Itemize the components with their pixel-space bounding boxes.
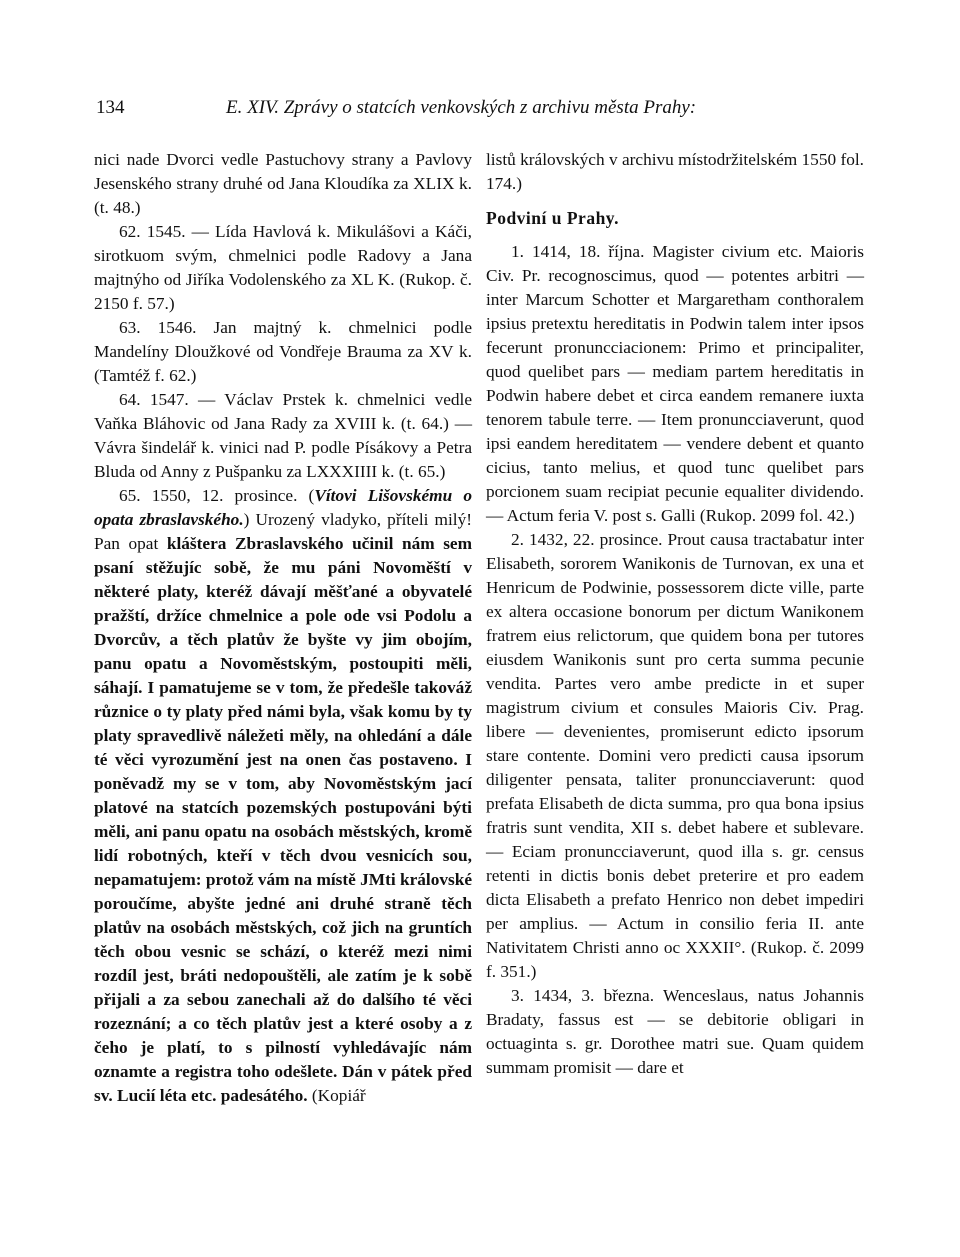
left-paragraph-2: 62. 1545. — Lída Havlová k. Mikulášovi a Káči, sirotkuom svým, chmelnici podle Radovy a Jana majtnýho od Jiříka Vodolenského za XL K. (Rukop. č. 2150 f. 57.) (94, 222, 472, 313)
entry-lead: 65. 1550, 12. prosince. ( (119, 486, 315, 505)
left-paragraph-3: 63. 1546. Jan majtný k. chmelnici podle Mandelíny Dloužkové od Vondřeje Brauma za XV k. (Tamtéž f. 62.) (94, 318, 472, 385)
entry-salutation: ) Urozený vladyko, příteli milý! Pan opat (94, 510, 472, 553)
left-paragraph-5 (94, 484, 472, 1108)
section-heading: Podviní u Prahy. (486, 208, 619, 228)
left-paragraph-1: nici nade Dvorci vedle Pastuchovy strany a Pavlovy Jesenského strany druhé od Jana Kloudíka za XLIX k. (t. 48.) (94, 150, 472, 217)
page-number: 134 (96, 97, 125, 118)
right-column (486, 148, 864, 1080)
right-paragraph-1: 1. 1414, 18. října. Magister civium etc. Maioris Civ. Pr. recognoscimus, quod — potentes arbitri — inter Marcum Schotter et Margaretham conthoralem ipsius pretextu hereditatis in Podwin talem inter ipsos fecerunt pronuncciacionem: Primo et principaliter, quod quelibet pars — mediam partem hereditatis in Podwin habere debet et circa eandem remanere iuxta tenorem tabule terre. — Item pronuncciaverunt, quod ipsi eandem hereditatem — vendere debent et quanto cicius, tanto melius, et quod tunc quelibet pars porcionem suam recipiat pecunie equaliter dividendo. — Actum feria V. post s. Galli (Rukop. 2099 fol. 42.) (486, 242, 864, 525)
source-note-start: (Kopiář (307, 1086, 366, 1105)
right-paragraph-2: 2. 1432, 22. prosince. Prout causa tractabatur inter Elisabeth, sororem Wanikonis de Turnovan, ex una et Henricum de Podwinie, possessorem dicte ville, parte ex altera occasione bonorum per dictum Wanikonem fratrem eius relictorum, que quidem bona per tutores eiusdem Wanikonis sunt pro certa summa pecunie vendita. Partes vero ambe predicte in et super magistrum civium et consules Maioris Civ. Prag. libere — devenientes, promiserunt edicto ipsorum stare contente. Domini vero predicti causa ipsorum diligenter pensata, taliter pronuncciaverunt: quod prefata Elisabeth de dicta summa, pro qua bona ipsius fratris sunt vendita, XII s. debet habere et sublevare. — Eciam pronuncciaverunt, quod illa s. gr. census retenti in dictis bonis debet preterire et pro eadem dicta Elisabeth a prefato Henrico non debet impediri per amplius. — Actum in consilio feria II. ante Nativitatem Christi anno oc XXXII°. (Rukop. č. 2099 f. 351.) (486, 530, 864, 981)
left-column (94, 148, 472, 1108)
running-title: E. XIV. Zprávy o statcích venkovských z archivu města Prahy: (226, 97, 697, 118)
letter-text: kláštera Zbraslavského učinil nám sem psaní stěžujíc sobě, že mu páni Novoměští v některé platy, kteréž dávají měšťané a obyvatelé pražští, držíce chmelnice a pole ode vsi Podolu a Dvorcův, a těch platův že byšte vy jim obojím, panu opatu a Novoměstským, postoupiti měli, sáhají. I pamatujeme se v tom, že předešle takováž různice o ty platy před námi byla, však komu by ty platy spravedlivě náležeti měly, na ohledání a dále té věci vyrozumění jest na onen čas postaveno. I poněvadž my se v tom, aby Novoměstským jací platové na statcích pozemských postupováni býti měli, ani panu opatu na osobách městských, kromě lidí robotných, kteří v těch dvou vesnicích sou, nepamatujem: protož vám na místě JMti královské poroučíme, abyšte jedné ani druhé straně těch platův na osobách městských, což jich na gruntích těch obou vesnic se schází, o kteréž mezi nimi rozdíl jest, bráti nedopouštěli, ale zatím je k sobě přijali a za sebou zanechali až do dalšího té věci rozeznání; a co těch platův jest a které osoby a z čeho je platí, to s pilností vyhledávajíc nám oznamte a registra toho odešlete. Dán v pátek před sv. Lucií léta etc. padesátého. (94, 534, 472, 1105)
right-paragraph-0: listů královských v archivu místodržitelském 1550 fol. 174.) (486, 150, 864, 193)
left-paragraph-4: 64. 1547. — Václav Prstek k. chmelnici vedle Vaňka Bláhovic od Jana Rady za XVIII k. (t. 64.) — Vávra šindelář k. vinici nad P. podle Písákovy a Petra Bluda od Anny z Pušpanku za LXXXIIII k. (t. 65.) (94, 390, 472, 481)
entry-addressee: Vítovi Lišovskému o opata zbraslavského. (94, 486, 472, 529)
right-paragraph-3: 3. 1434, 3. března. Wenceslaus, natus Johannis Bradaty, fassus est — se debitorie obligari in octuaginta s. gr. Dorothee matri sue. Quam quidem summam promisit — dare et (486, 986, 864, 1077)
